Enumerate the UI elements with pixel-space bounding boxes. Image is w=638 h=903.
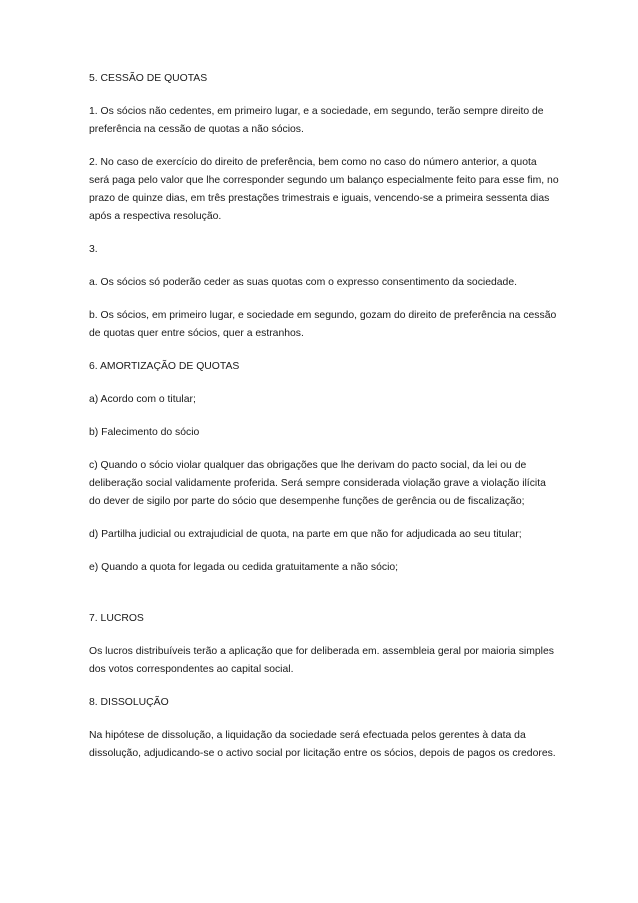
section-5-paragraph-3b: b. Os sócios, em primeiro lugar, e sociedade em segundo, gozam do direito de preferência na cessão de quotas quer entre sócios, quer a estranhos. <box>89 310 557 339</box>
section-5-heading: 5. CESSÃO DE QUOTAS <box>89 73 208 84</box>
section-6-heading: 6. AMORTIZAÇÃO DE QUOTAS <box>89 361 240 372</box>
section-5-paragraph-3a: a. Os sócios só poderão ceder as suas quotas com o expresso consentimento da sociedade. <box>89 277 517 288</box>
section-5-paragraph-1: 1. Os sócios não cedentes, em primeiro lugar, e a sociedade, em segundo, terão sempre direito de preferência na cessão de quotas a não sócios. <box>89 106 544 135</box>
section-6-item-b: b) Falecimento do sócio <box>89 427 200 438</box>
section-6-item-a: a) Acordo com o titular; <box>89 394 196 405</box>
section-6-item-c: c) Quando o sócio violar qualquer das obrigações que lhe derivam do pacto social, da lei ou de deliberação social validamente proferida. Será sempre considerada violação grave a violação ilícita do dever de sigilo por parte do sócio que desempenhe funções de gerência ou de fiscalização; <box>89 460 546 507</box>
section-6-item-d: d) Partilha judicial ou extrajudicial de quota, na parte em que não for adjudicada ao seu titular; <box>89 529 522 540</box>
blank-line <box>89 592 559 610</box>
section-8-heading: 8. DISSOLUÇÃO <box>89 697 169 708</box>
section-5-paragraph-3: 3. <box>89 244 98 255</box>
section-7-heading: 7. LUCROS <box>89 613 144 624</box>
section-8-paragraph: Na hipótese de dissolução, a liquidação da sociedade será efectuada pelos gerentes à data da dissolução, adjudicando‑se o activo social por licitação entre os sócios, depois de pagos os credores. <box>89 730 556 759</box>
section-5-paragraph-2: 2. No caso de exercício do direito de preferência, bem como no caso do número anterior, a quota será paga pelo valor que lhe corresponder segundo um balanço especialmente feito para esse fim, no prazo de quinze dias, em três prestações trimestrais e iguais, vencendo‑se a primeira sessenta dias após a respectiva resolução. <box>89 157 559 222</box>
section-6-item-e: e) Quando a quota for legada ou cedida gratuitamente a não sócio; <box>89 562 399 573</box>
document-page <box>89 70 559 778</box>
section-7-paragraph: Os lucros distribuíveis terão a aplicação que for deliberada em. assembleia geral por maioria simples dos votos correspondentes ao capital social. <box>89 646 554 675</box>
